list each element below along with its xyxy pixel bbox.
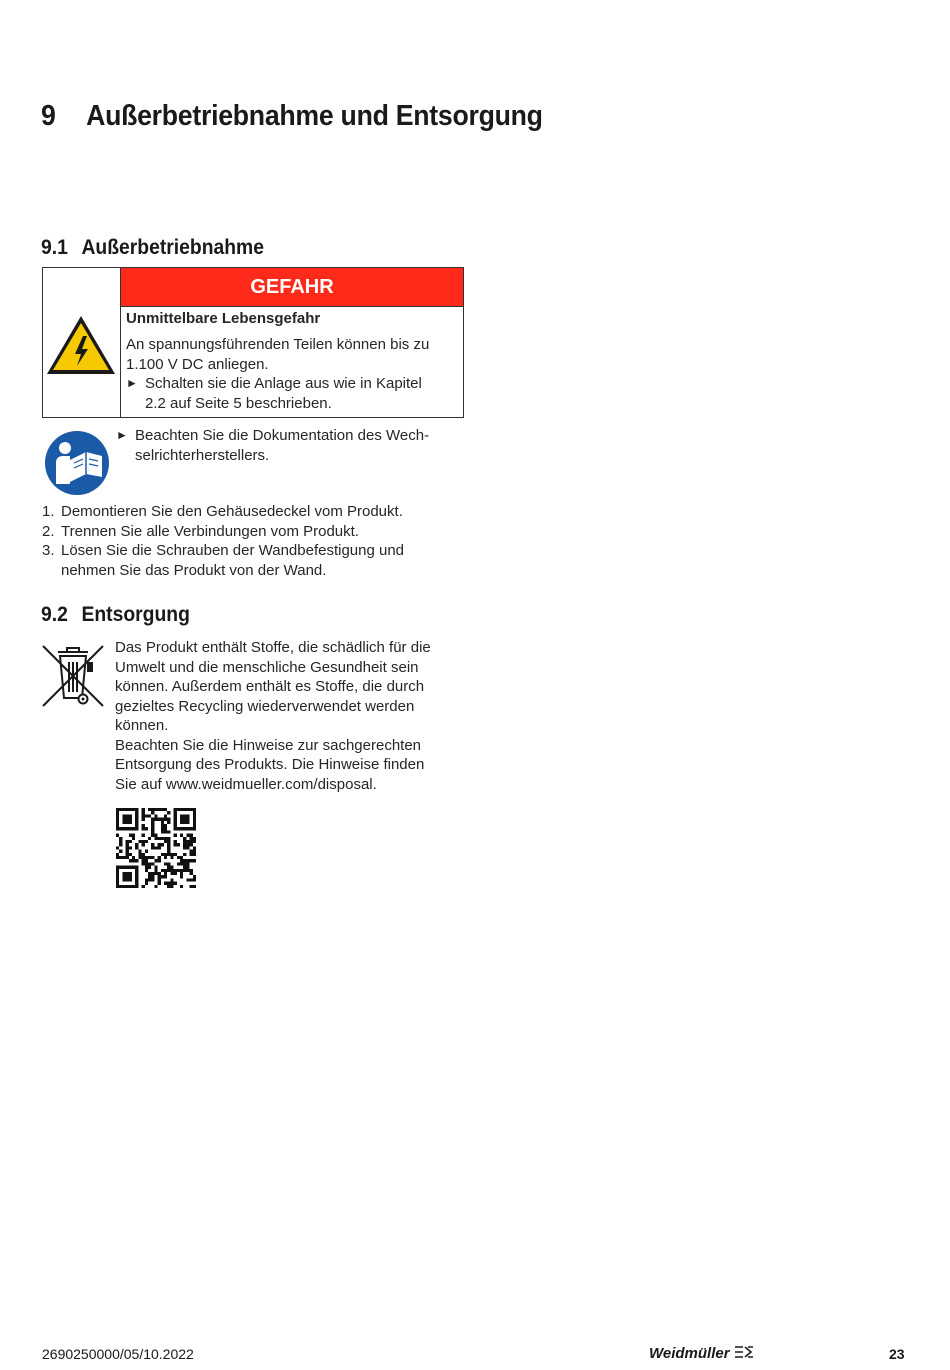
chapter-heading bbox=[41, 100, 543, 133]
list-item: 2. Trennen Sie alle Verbindungen vom Produkt. bbox=[42, 522, 359, 540]
danger-text-line: 1.100 V DC anliegen. bbox=[126, 355, 269, 373]
section-number: 9.2 bbox=[41, 603, 68, 626]
list-item: 3. Lösen Sie die Schrauben der Wandbefestigung und nehmen Sie das Produkt von der Wand. bbox=[42, 542, 405, 579]
disposal-text bbox=[115, 638, 475, 794]
section-number: 9.1 bbox=[41, 236, 68, 259]
danger-action bbox=[126, 374, 457, 413]
qr-code-icon[interactable] bbox=[116, 808, 196, 888]
manual-note-line: selrichterherstellers. bbox=[135, 446, 270, 464]
read-manual-icon bbox=[44, 430, 110, 496]
section-title: Entsorgung bbox=[81, 603, 190, 626]
disposal-line: können. Außerdem enthält es Stoffe, die durch bbox=[115, 678, 425, 695]
manual-note bbox=[116, 426, 466, 465]
disposal-line: Beachten Sie die Hinweise zur sachgerechten bbox=[115, 736, 422, 754]
section-title: Außerbetriebnahme bbox=[81, 236, 264, 259]
crossed-out-bin-icon bbox=[40, 642, 106, 710]
brand-name: Weidmüller bbox=[649, 1345, 730, 1362]
danger-notice bbox=[42, 267, 464, 418]
disposal-line: Umwelt und die menschliche Gesundheit sein bbox=[115, 658, 419, 676]
disposal-line: Das Produkt enthält Stoffe, die schädlich für die bbox=[115, 639, 431, 656]
disposal-line: können. bbox=[115, 717, 169, 734]
disposal-link-line[interactable]: Sie auf www.weidmueller.com/disposal. bbox=[115, 775, 377, 793]
chapter-number: 9 bbox=[41, 100, 56, 132]
bullet-arrow-icon: ► bbox=[126, 376, 138, 390]
danger-action-line: Schalten sie die Anlage aus wie in Kapitel bbox=[145, 375, 422, 392]
section-heading-9-2 bbox=[41, 603, 190, 627]
brand-logo bbox=[649, 1345, 754, 1362]
steps-list bbox=[42, 502, 472, 580]
disposal-line: gezieltes Recycling wiederverwendet werden bbox=[115, 697, 415, 715]
danger-icon-cell bbox=[43, 268, 121, 417]
list-item: 1. Demontieren Sie den Gehäusedeckel vom Produkt. bbox=[42, 503, 403, 520]
danger-content bbox=[126, 309, 457, 413]
document-number: 2690250000/05/10.2022 bbox=[42, 1346, 194, 1362]
chapter-title: Außerbetriebnahme und Entsorgung bbox=[86, 100, 543, 132]
danger-title: Unmittelbare Lebensgefahr bbox=[126, 310, 321, 327]
page-number: 23 bbox=[889, 1346, 905, 1362]
danger-label: GEFAHR bbox=[121, 268, 463, 307]
danger-action-line: 2.2 auf Seite 5 beschrieben. bbox=[145, 394, 332, 412]
brand-mark-icon bbox=[734, 1345, 754, 1359]
disposal-line: Entsorgung des Produkts. Die Hinweise finden bbox=[115, 756, 425, 773]
section-heading-9-1 bbox=[41, 236, 264, 260]
bullet-arrow-icon: ► bbox=[116, 428, 128, 442]
manual-note-line: Beachten Sie die Dokumentation des Wech- bbox=[135, 427, 430, 444]
danger-text-line: An spannungsführenden Teilen können bis zu bbox=[126, 336, 430, 353]
high-voltage-warning-icon bbox=[44, 312, 118, 378]
